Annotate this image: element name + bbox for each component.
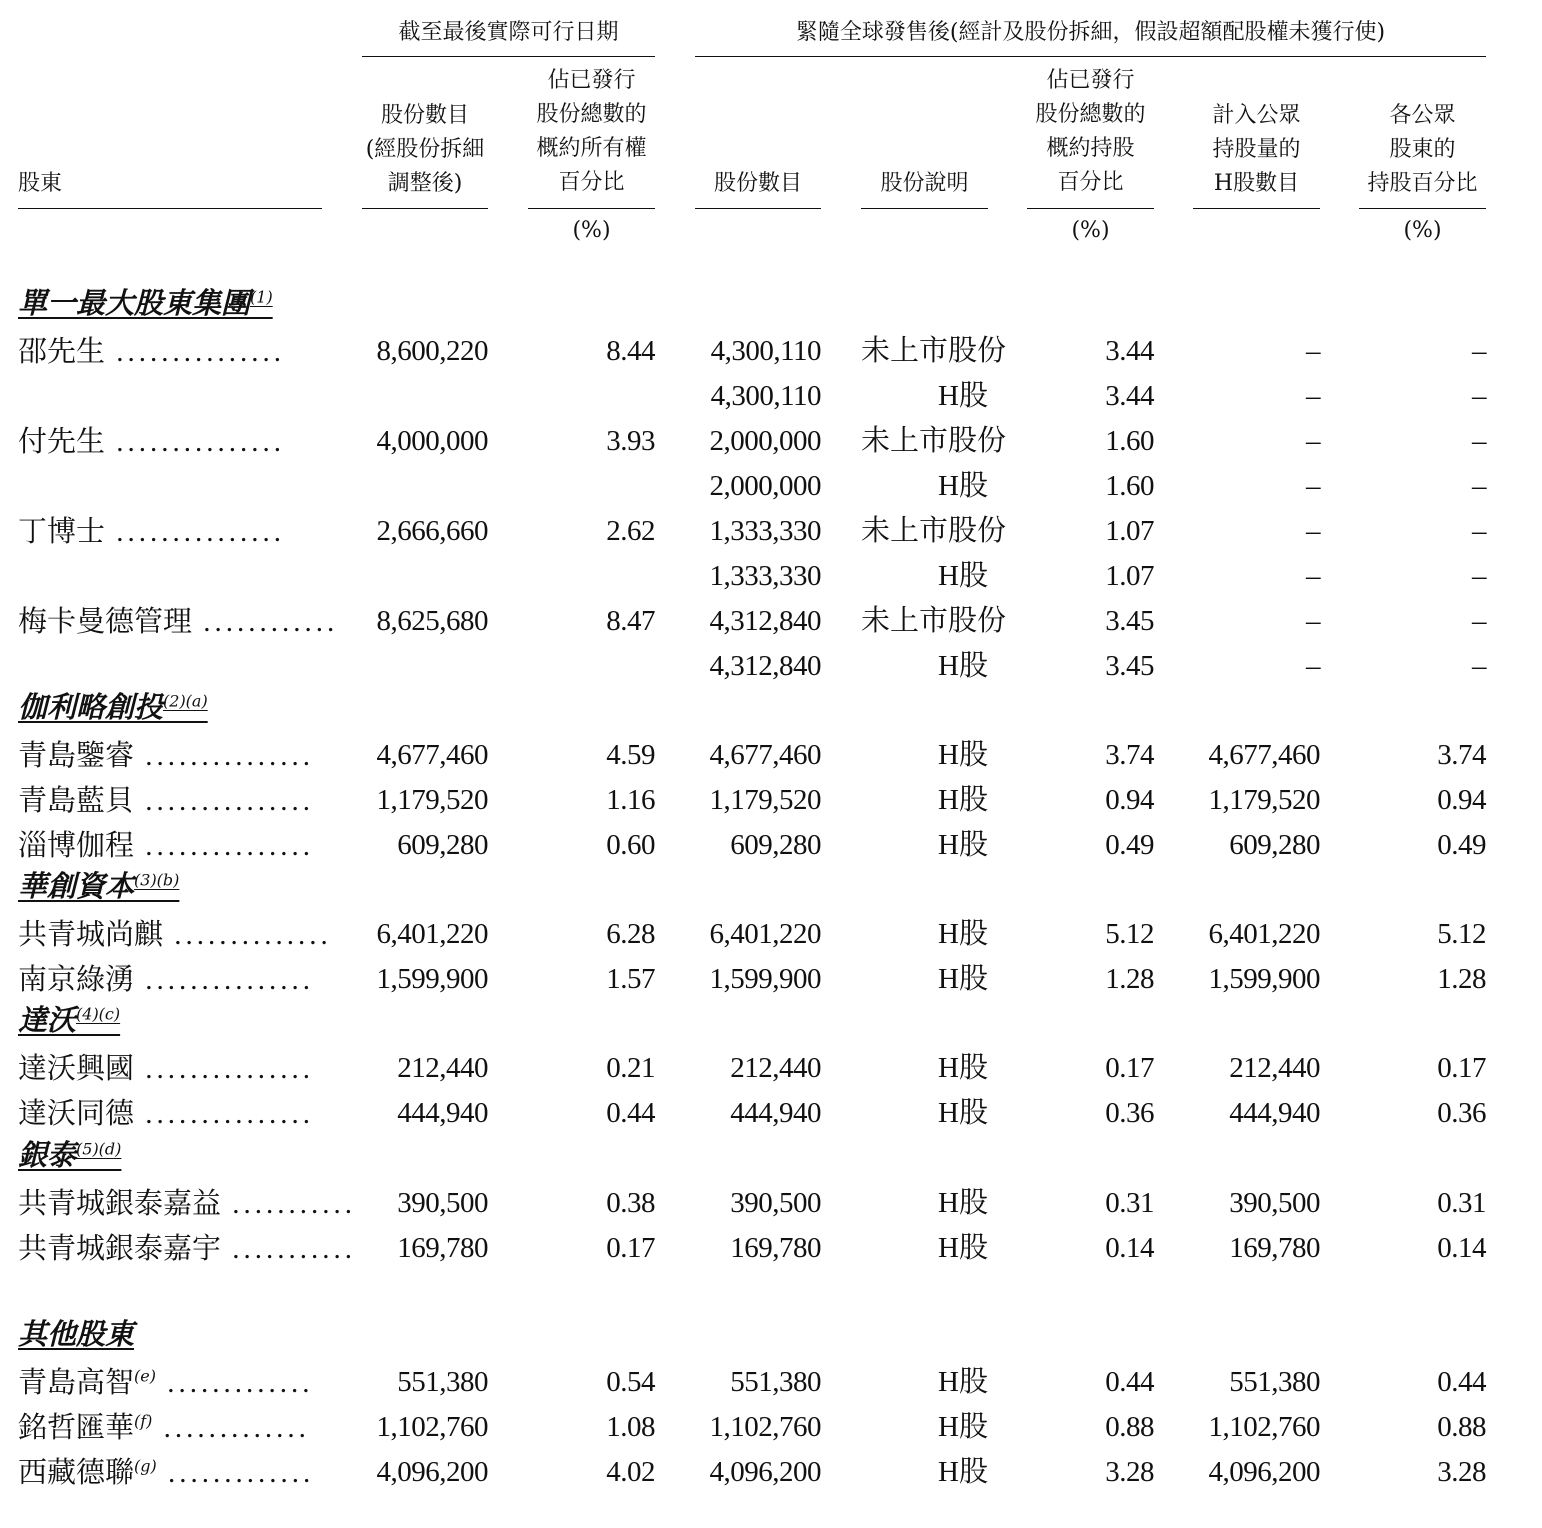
ownership-pct-cell: 8.44 [606, 335, 655, 367]
share-description-cell: 未上市股份 [861, 605, 1007, 637]
shareholder-name-cell [18, 1091, 322, 1136]
holding-pct-cell: 1.28 [1105, 963, 1154, 995]
public-h-shares-cell: – [1306, 380, 1320, 412]
shareholder-name-cell [18, 778, 322, 823]
shareholder-name-cell [18, 1046, 322, 1091]
shares-after-cell: 6,401,220 [709, 918, 821, 950]
shares-cell: 2,666,660 [376, 515, 488, 547]
col-header-line: 計入公眾 [1212, 103, 1301, 128]
shares-cell: 609,280 [397, 829, 488, 861]
public-pct-cell: 5.12 [1437, 918, 1486, 950]
public-h-shares-cell: 4,096,200 [1208, 1456, 1320, 1488]
ownership-pct-cell: 4.59 [606, 739, 655, 771]
public-h-shares-cell: 551,380 [1229, 1366, 1320, 1398]
holding-pct-cell: 5.12 [1105, 918, 1154, 950]
col-header-shares [362, 99, 488, 201]
leader-dots: ............. [152, 1412, 310, 1444]
section-heading [18, 999, 120, 1041]
share-description-cell: H股 [938, 1366, 988, 1398]
public-pct-cell: 0.17 [1437, 1052, 1486, 1084]
col-header-holding-pct [1027, 64, 1154, 200]
shares-after-cell: 4,300,110 [710, 380, 821, 412]
col-header-share-description: 股份說明 [880, 171, 969, 196]
col-header-shares-after: 股份數目 [713, 171, 802, 196]
leader-dots: ............... [134, 785, 315, 817]
shareholder-name-cell [18, 1181, 357, 1226]
col-header-line: 持股百分比 [1367, 171, 1478, 196]
section-note-ref: (1) [250, 287, 273, 307]
shares-cell: 1,102,760 [376, 1411, 488, 1443]
shares-after-cell: 1,102,760 [709, 1411, 821, 1443]
shares-cell [362, 644, 488, 689]
public-pct-cell: – [1472, 650, 1486, 682]
shares-cell: 212,440 [397, 1052, 488, 1084]
shareholder-name: 共青城銀泰嘉宇 [18, 1231, 222, 1265]
col-rule [362, 208, 488, 209]
section-heading [18, 686, 208, 728]
table-row [0, 1360, 1542, 1405]
col-header-line: 佔已發行 [547, 68, 636, 93]
public-pct-cell: 0.36 [1437, 1097, 1486, 1129]
shares-cell [362, 464, 488, 509]
shareholder-name-cell [18, 329, 322, 374]
public-pct-cell: – [1472, 380, 1486, 412]
shares-after-cell: 4,312,840 [709, 650, 821, 682]
share-description-cell: H股 [938, 1187, 988, 1219]
shareholder-name: 邵先生 [18, 334, 106, 368]
table-row [0, 509, 1542, 554]
table-row [0, 1450, 1542, 1495]
shares-after-cell: 1,333,330 [709, 560, 821, 592]
pct-unit-label: (%) [572, 218, 611, 243]
shareholder-name: 共青城尚麒 [18, 917, 164, 951]
shareholder-name: 銘哲匯華 [18, 1410, 135, 1444]
holding-pct-cell: 0.44 [1105, 1366, 1154, 1398]
name-note-ref: (f) [134, 1411, 153, 1431]
public-pct-cell: 0.88 [1437, 1411, 1486, 1443]
shares-after-cell: 390,500 [730, 1187, 821, 1219]
public-pct-cell: 0.14 [1437, 1232, 1486, 1264]
table-row [0, 1226, 1542, 1271]
public-pct-cell: 3.74 [1437, 739, 1486, 771]
public-h-shares-cell: – [1306, 605, 1320, 637]
shareholder-name: 達沃同德 [18, 1096, 135, 1130]
share-description-cell: H股 [938, 918, 988, 950]
shares-cell [362, 374, 488, 419]
group-header-as-at-date: 截至最後實際可行日期 [398, 20, 619, 45]
leader-dots: ........... [221, 1233, 357, 1265]
shares-after-cell: 1,179,520 [709, 784, 821, 816]
section-title: 其他股東 [18, 1317, 135, 1351]
holding-pct-cell: 1.60 [1105, 425, 1154, 457]
public-pct-cell: 0.49 [1437, 829, 1486, 861]
col-header-line: 百分比 [1057, 170, 1124, 195]
public-h-shares-cell: 1,179,520 [1208, 784, 1320, 816]
shareholder-name-cell [18, 599, 339, 644]
share-description-cell: 未上市股份 [861, 335, 1007, 367]
col-header-line: 股份總數的 [1035, 102, 1146, 127]
holding-pct-cell: 1.60 [1105, 470, 1154, 502]
shares-after-cell: 212,440 [730, 1052, 821, 1084]
shareholder-name: 青島高智 [18, 1365, 135, 1399]
col-header-line: 百分比 [558, 170, 625, 195]
col-header-line: 股份總數的 [536, 102, 647, 127]
shareholder-name-cell [18, 374, 322, 419]
public-h-shares-cell: – [1306, 335, 1320, 367]
shares-cell: 444,940 [397, 1097, 488, 1129]
table-row [0, 823, 1542, 868]
shareholder-name: 淄博伽程 [18, 828, 135, 862]
leader-dots: ............... [134, 740, 315, 772]
holding-pct-cell: 3.74 [1105, 739, 1154, 771]
col-rule [18, 208, 322, 209]
shareholder-name-cell [18, 419, 322, 464]
public-h-shares-cell: 444,940 [1229, 1097, 1320, 1129]
public-h-shares-cell: – [1306, 425, 1320, 457]
leader-dots: ............... [134, 1098, 315, 1130]
section-title: 華創資本 [18, 869, 135, 903]
col-header-ownership-pct [528, 64, 655, 200]
col-header-shareholder: 股東 [18, 171, 63, 196]
section-note-ref: (5)(d) [76, 1139, 122, 1159]
ownership-pct-cell: 4.02 [606, 1456, 655, 1488]
public-pct-cell: – [1472, 425, 1486, 457]
col-header-line: 概約持股 [1046, 136, 1135, 161]
shareholder-name-cell [18, 1226, 357, 1271]
shares-cell: 8,625,680 [376, 605, 488, 637]
table-row [0, 554, 1542, 599]
holding-pct-cell: 1.07 [1105, 560, 1154, 592]
holding-pct-cell: 3.44 [1105, 380, 1154, 412]
pct-unit-label: (%) [1071, 218, 1110, 243]
ownership-pct-cell: 0.44 [606, 1097, 655, 1129]
shareholder-name-cell [18, 957, 322, 1002]
shares-cell: 169,780 [397, 1232, 488, 1264]
leader-dots: ............. [156, 1457, 315, 1489]
col-rule [1027, 208, 1154, 209]
shareholder-name: 南京綠湧 [18, 962, 135, 996]
shareholder-name-cell [18, 509, 322, 554]
share-description-cell: H股 [938, 650, 988, 682]
section-title: 伽利略創投 [18, 690, 164, 724]
shares-cell: 390,500 [397, 1187, 488, 1219]
ownership-pct-cell [528, 464, 655, 509]
share-description-cell: H股 [938, 380, 988, 412]
public-h-shares-cell: 4,677,460 [1208, 739, 1320, 771]
public-pct-cell: – [1472, 605, 1486, 637]
shares-after-cell: 4,312,840 [709, 605, 821, 637]
leader-dots: ............... [105, 426, 286, 458]
section-title: 單一最大股東集團 [18, 286, 251, 320]
public-h-shares-cell: 1,599,900 [1208, 963, 1320, 995]
shares-after-cell: 2,000,000 [709, 425, 821, 457]
leader-dots: ........... [221, 1188, 357, 1220]
col-rule [528, 208, 655, 209]
share-description-cell: 未上市股份 [861, 515, 1007, 547]
table-row [0, 374, 1542, 419]
public-pct-cell: – [1472, 335, 1486, 367]
section-note-ref: (3)(b) [134, 870, 180, 890]
holding-pct-cell: 1.07 [1105, 515, 1154, 547]
shareholder-name-cell [18, 1360, 322, 1405]
shares-after-cell: 169,780 [730, 1232, 821, 1264]
share-description-cell: H股 [938, 1411, 988, 1443]
public-h-shares-cell: 169,780 [1229, 1232, 1320, 1264]
public-pct-cell: – [1472, 515, 1486, 547]
leader-dots: ............... [105, 336, 286, 368]
table-row [0, 1046, 1542, 1091]
holding-pct-cell: 0.88 [1105, 1411, 1154, 1443]
ownership-pct-cell: 3.93 [606, 425, 655, 457]
col-header-public-pct [1359, 99, 1486, 201]
public-pct-cell: 0.94 [1437, 784, 1486, 816]
shares-cell: 8,600,220 [376, 335, 488, 367]
col-header-line: 調整後) [387, 171, 463, 196]
name-note-ref: (e) [134, 1366, 156, 1386]
shares-cell: 4,677,460 [376, 739, 488, 771]
ownership-pct-cell: 0.54 [606, 1366, 655, 1398]
section-note-ref: (2)(a) [163, 691, 208, 711]
public-pct-cell: – [1472, 470, 1486, 502]
col-header-line: 股東的 [1389, 137, 1456, 162]
shares-cell: 6,401,220 [376, 918, 488, 950]
shares-after-cell: 2,000,000 [709, 470, 821, 502]
col-rule [861, 208, 988, 209]
table-row [0, 1405, 1542, 1450]
table-row [0, 644, 1542, 689]
section-note-ref: (4)(c) [76, 1004, 121, 1024]
table-row [0, 329, 1542, 374]
share-description-cell: H股 [938, 963, 988, 995]
ownership-pct-cell [528, 374, 655, 419]
holding-pct-cell: 3.45 [1105, 605, 1154, 637]
ownership-pct-cell [528, 554, 655, 599]
public-h-shares-cell: 609,280 [1229, 829, 1320, 861]
public-h-shares-cell: 390,500 [1229, 1187, 1320, 1219]
public-pct-cell: 0.44 [1437, 1366, 1486, 1398]
share-description-cell: H股 [938, 739, 988, 771]
share-description-cell: H股 [938, 784, 988, 816]
col-header-public-h-shares [1193, 99, 1320, 201]
public-pct-cell: 3.28 [1437, 1456, 1486, 1488]
share-description-cell: H股 [938, 470, 988, 502]
shareholder-name: 達沃興國 [18, 1051, 135, 1085]
share-description-cell: H股 [938, 560, 988, 592]
public-h-shares-cell: – [1306, 470, 1320, 502]
holding-pct-cell: 0.14 [1105, 1232, 1154, 1264]
table-row [0, 733, 1542, 778]
table-row [0, 778, 1542, 823]
leader-dots: ............... [134, 830, 315, 862]
share-description-cell: H股 [938, 1097, 988, 1129]
shareholder-name: 青島鑒睿 [18, 738, 135, 772]
table-row [0, 1091, 1542, 1136]
holding-pct-cell: 3.44 [1105, 335, 1154, 367]
share-description-cell: 未上市股份 [861, 425, 1007, 457]
col-header-line: 佔已發行 [1046, 68, 1135, 93]
shareholder-name: 共青城銀泰嘉益 [18, 1186, 222, 1220]
holding-pct-cell: 0.49 [1105, 829, 1154, 861]
shareholder-name-cell [18, 1450, 322, 1495]
shares-after-cell: 444,940 [730, 1097, 821, 1129]
table-row [0, 1181, 1542, 1226]
shareholder-name-cell [18, 554, 322, 599]
share-description-cell: H股 [938, 1052, 988, 1084]
leader-dots: ............... [134, 1053, 315, 1085]
shares-cell: 1,179,520 [376, 784, 488, 816]
holding-pct-cell: 3.45 [1105, 650, 1154, 682]
col-header-line: (經股份拆細 [365, 137, 485, 162]
group-header-after-offering: 緊隨全球發售後(經計及股份拆細，假設超額配股權未獲行使) [795, 20, 1386, 45]
table-row [0, 912, 1542, 957]
shareholder-name: 西藏德聯 [18, 1455, 135, 1489]
shareholder-name: 付先生 [18, 424, 106, 458]
ownership-pct-cell: 0.60 [606, 829, 655, 861]
shareholder-name-cell [18, 912, 332, 957]
ownership-pct-cell: 0.17 [606, 1232, 655, 1264]
shares-cell: 1,599,900 [376, 963, 488, 995]
shares-cell [362, 554, 488, 599]
ownership-pct-cell: 1.16 [606, 784, 655, 816]
share-description-cell: H股 [938, 829, 988, 861]
name-note-ref: (g) [134, 1456, 157, 1476]
shareholder-name: 丁博士 [18, 514, 106, 548]
public-h-shares-cell: – [1306, 650, 1320, 682]
ownership-pct-cell: 0.38 [606, 1187, 655, 1219]
group-rule-right [695, 56, 1486, 57]
public-h-shares-cell: – [1306, 515, 1320, 547]
shares-after-cell: 551,380 [730, 1366, 821, 1398]
col-header-line: 概約所有權 [536, 136, 647, 161]
ownership-pct-cell: 8.47 [606, 605, 655, 637]
public-pct-cell: 1.28 [1437, 963, 1486, 995]
leader-dots: ............. [155, 1367, 314, 1399]
shareholder-name-cell [18, 464, 322, 509]
leader-dots: ............... [105, 516, 286, 548]
shares-after-cell: 4,096,200 [709, 1456, 821, 1488]
col-rule [695, 208, 821, 209]
shares-after-cell: 4,677,460 [709, 739, 821, 771]
ownership-pct-cell: 2.62 [606, 515, 655, 547]
col-rule [1359, 208, 1486, 209]
table-row [0, 599, 1542, 644]
leader-dots: .............. [163, 919, 332, 951]
section-heading [18, 865, 179, 907]
shareholder-name-cell [18, 1405, 322, 1450]
shares-after-cell: 4,300,110 [710, 335, 821, 367]
section-title: 銀泰 [18, 1138, 77, 1172]
shareholder-name-cell [18, 733, 322, 778]
shares-cell: 551,380 [397, 1366, 488, 1398]
public-pct-cell: 0.31 [1437, 1187, 1486, 1219]
shareholder-name-cell [18, 823, 322, 868]
shareholder-name: 梅卡曼德管理 [18, 604, 193, 638]
section-heading [18, 1313, 134, 1355]
ownership-pct-cell: 1.57 [606, 963, 655, 995]
shareholder-name: 青島藍貝 [18, 783, 135, 817]
shares-after-cell: 609,280 [730, 829, 821, 861]
public-h-shares-cell: 6,401,220 [1208, 918, 1320, 950]
col-header-line: 持股量的 [1212, 137, 1301, 162]
public-h-shares-cell: – [1306, 560, 1320, 592]
ownership-pct-cell [528, 644, 655, 689]
table-row [0, 419, 1542, 464]
shares-after-cell: 1,599,900 [709, 963, 821, 995]
ownership-pct-cell: 6.28 [606, 918, 655, 950]
holding-pct-cell: 0.17 [1105, 1052, 1154, 1084]
leader-dots: ............... [134, 964, 315, 996]
col-header-line: 股份數目 [380, 103, 469, 128]
section-title: 達沃 [18, 1003, 77, 1037]
table-row [0, 957, 1542, 1002]
col-rule [1193, 208, 1320, 209]
section-heading [18, 1134, 121, 1176]
share-description-cell: H股 [938, 1456, 988, 1488]
col-header-line: H股數目 [1213, 171, 1300, 196]
public-h-shares-cell: 1,102,760 [1208, 1411, 1320, 1443]
public-pct-cell: – [1472, 560, 1486, 592]
section-heading [18, 282, 273, 324]
holding-pct-cell: 0.36 [1105, 1097, 1154, 1129]
pct-unit-label: (%) [1403, 218, 1442, 243]
holding-pct-cell: 3.28 [1105, 1456, 1154, 1488]
shares-cell: 4,096,200 [376, 1456, 488, 1488]
holding-pct-cell: 0.31 [1105, 1187, 1154, 1219]
group-rule-left [362, 56, 655, 57]
ownership-pct-cell: 1.08 [606, 1411, 655, 1443]
ownership-pct-cell: 0.21 [606, 1052, 655, 1084]
shares-cell: 4,000,000 [376, 425, 488, 457]
col-header-line: 各公眾 [1389, 103, 1456, 128]
table-row [0, 464, 1542, 509]
shares-after-cell: 1,333,330 [709, 515, 821, 547]
public-h-shares-cell: 212,440 [1229, 1052, 1320, 1084]
holding-pct-cell: 0.94 [1105, 784, 1154, 816]
shareholder-name-cell [18, 644, 322, 689]
share-description-cell: H股 [938, 1232, 988, 1264]
leader-dots: ............ [192, 606, 339, 638]
